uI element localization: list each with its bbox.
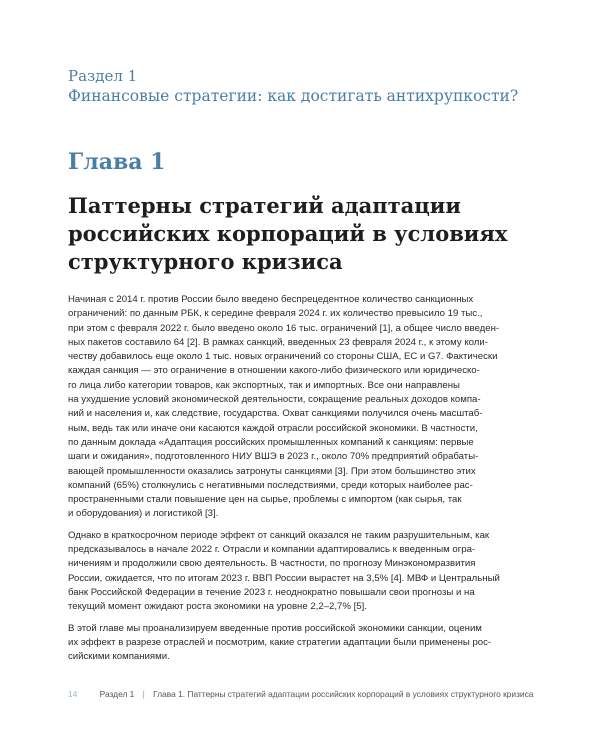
text-line: Однако в краткосрочном периоде эффект от санкций оказался не таким разрушительным, как [68,529,490,541]
chapter-title-line: российских корпораций в условиях [68,221,508,246]
text-line: на ухудшение условий экономической деятельности, сокращение реальных доходов компа- [68,394,481,406]
text-line: каждая санкция — это ограничение в отношении какого-либо физического или юридическо- [68,365,480,377]
paragraph-3 [68,622,538,665]
text-line: вающей промышленности оказались затронуты санкциями [3]. При этом большинство этих [68,465,476,477]
text-line: шаги и ожидания», подготовленного НИУ ВШЭ в 2023 г., около 70% предприятий обрабаты- [68,451,479,463]
text-line: банк Российской Федерации в течение 2023 г. неоднократно повышали свои прогнозы и на [68,586,475,598]
footer-section: Раздел 1 [99,689,135,699]
text-line: предсказывалось в начале 2022 г. Отрасли и компании адаптировались к введенным огра- [68,544,476,556]
text-line: пространенными стали повышение цен на сырье, проблемы с импортом (как сырья, так [68,494,462,506]
text-line: ничениям и продолжили свою деятельность. В частности, по прогнозу Минэкономразвития [68,558,476,570]
text-line: ным, ведь так или иначе они касаются каждой отрасли российской экономики. В частности, [68,422,478,434]
text-line: Начиная с 2014 г. против России было введено беспрецедентное количество санкционных [68,294,474,305]
page-number: 14 [68,689,78,699]
paragraph-1 [68,293,538,522]
text-line: компаний (65%) столкнулись с негативными последствиями, среди которых наиболее рас- [68,479,473,491]
footer-separator: | [142,689,145,699]
section-title: Финансовые стратегии: как достигать антихрупкости? [68,87,519,105]
text-line: по данным доклада «Адаптация российских промышленных компаний к санкциям: первые [68,436,474,448]
chapter-label: Глава 1 [68,149,166,175]
text-line: В этой главе мы проанализируем введенные против российской экономики санкции, оценим [68,622,482,634]
text-line: ных пакетов составило 64 [2]. В рамках санкций, введенных 23 февраля 2024 г., к этому коли- [68,336,488,348]
chapter-title-line: структурного кризиса [68,249,343,274]
text-line: при этом с февраля 2022 г. было введено около 16 тыс. ограничений [1], а общее число введен- [68,322,500,334]
text-line: текущий момент ожидают роста экономики на уровне 2,2–2,7% [5]. [68,601,367,613]
text-line: их эффект в разрезе отраслей и посмотрим, какие стратегии адаптации были применены рос- [68,636,492,648]
text-line: ограничений: по данным РБК, к середине февраля 2024 г. их количество превысило 19 тыс., [68,308,483,320]
text-line: ний и населения и, как следствие, государства. Охват санкциями получился очень масштаб- [68,408,483,420]
footer-chapter: Глава 1. Паттерны стратегий адаптации российских корпораций в условиях структурного кризиса [153,689,534,699]
text-line: честву добавилось еще около 1 тыс. новых ограничений со стороны США, ЕС и G7. Фактически [68,351,498,363]
text-line: го лица либо категории товаров, как экспортных, так и импортных. Все они направлены [68,379,460,391]
text-line: России, ожидается, что по итогам 2023 г. ВВП России вырастет на 3,5% [4]. МВФ и Центральный [68,572,500,584]
text-line: сийскими компаниями. [68,651,170,663]
paragraph-2 [68,529,538,615]
text-line: и оборудования) и логистикой [3]. [68,508,219,520]
chapter-title-line: Паттерны стратегий адаптации [68,193,461,218]
body-text [68,293,538,671]
section-label: Раздел 1 [68,67,138,85]
page-footer [68,688,533,700]
chapter-title [68,192,538,276]
